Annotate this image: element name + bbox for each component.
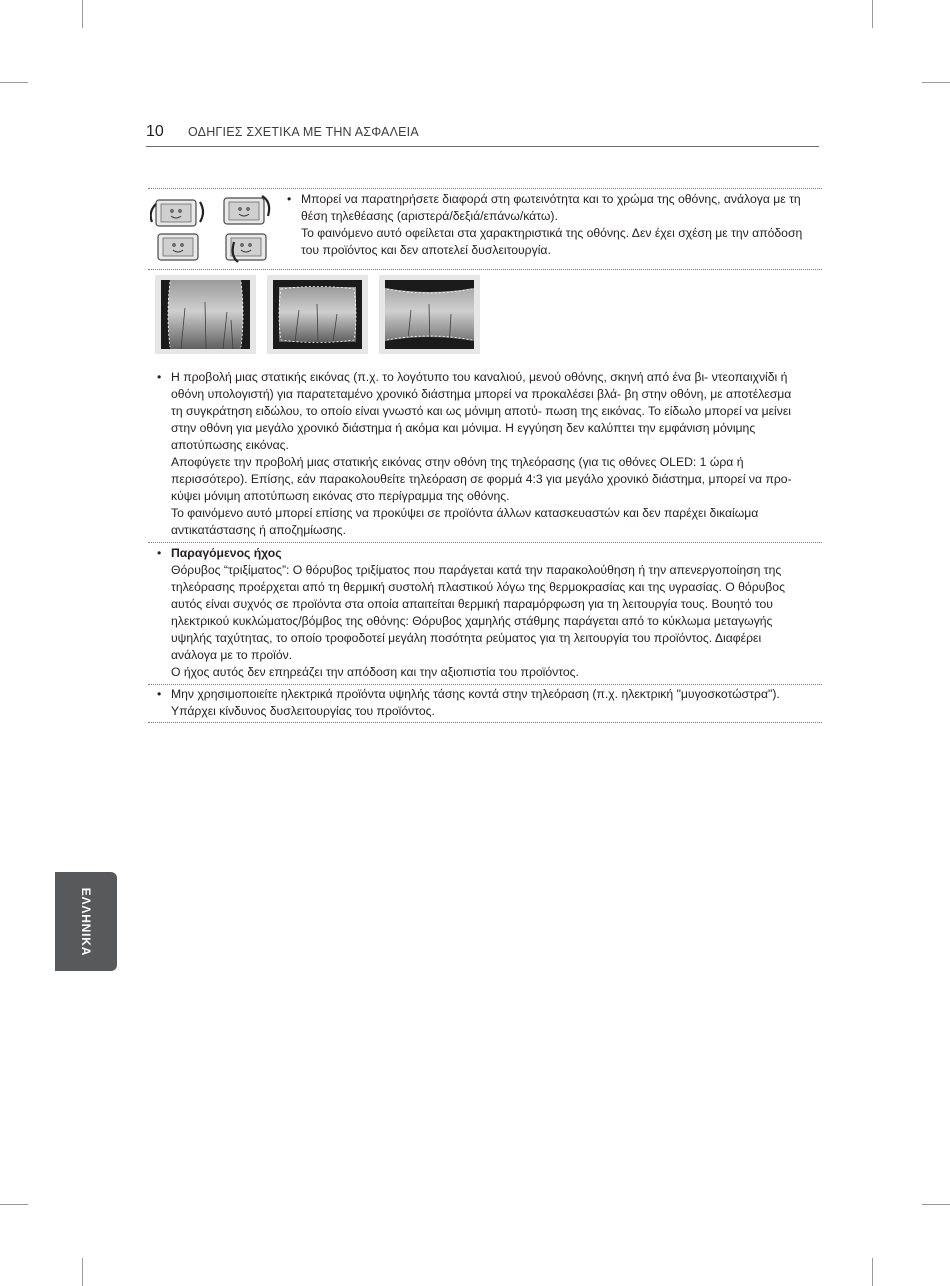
bullet-icon: •	[287, 192, 292, 206]
text-line: τη συγκράτηση ειδώλου, το οποίο είναι γνωστό και ως μόνιμη αποτύ- πωση της εικόνας. Το είδωλο μπορεί να μείνει	[171, 404, 791, 418]
text-line: ηλεκτρικού κυκλώματος/βόμβος της οθόνης: Θόρυβος χαμηλής στάθμης παράγεται από το κύκλωμα μεταγωγής	[171, 614, 773, 628]
text-line: Θόρυβος “τριξίματος”: Ο θόρυβος τριξίματος που παράγεται κατά την παρακολούθηση ή την απενεργοποίηση της	[171, 563, 782, 577]
separator	[148, 684, 822, 685]
text-line: οθόνη υπολογιστή) για παρατεταμένο χρονικό διάστημα μπορεί να προκαλέσει βλά- βη στην οθόνη, με αποτέλεσμα	[171, 387, 792, 401]
text-line: Το φαινόμενο αυτό μπορεί επίσης να προκύψει σε προϊόντα άλλων κατασκευαστών και δεν παρέχει δικαίωμα	[171, 506, 759, 520]
viewing-angle-notice	[287, 191, 802, 259]
image-retention-photo	[155, 275, 256, 354]
static-image-notice	[157, 369, 792, 539]
bullet-icon: •	[157, 687, 162, 701]
crop-mark	[82, 0, 83, 28]
language-label: ΕΛΛΗΝΙΚΑ	[79, 887, 93, 956]
crop-mark	[922, 1204, 950, 1205]
text-line: αυτός είναι συχνός σε προϊόντα στα οποία απαιτείται θερμική παραμόρφωση για τη λειτουργία τους. Βουητό του	[171, 597, 773, 611]
text-line: Υπάρχει κίνδυνος δυσλειτουργίας του προϊόντος.	[171, 704, 435, 718]
text-line: κύψει μόνιμη αποτύπωση εικόνας στο περίγραμμα της οθόνης.	[171, 489, 510, 503]
section-title: ΟΔΗΓΙΕΣ ΣΧΕΤΙΚΑ ΜΕ ΤΗΝ ΑΣΦΑΛΕΙΑ	[188, 125, 419, 139]
text-line: υψηλής ταχύτητας, το οποίο τροφοδοτεί μεγάλη ποσότητα ρεύματος για τη λειτουργία του προϊόντος. Διαφέρει	[171, 631, 762, 645]
crop-mark	[872, 1258, 873, 1286]
list-item	[287, 191, 802, 208]
separator	[148, 188, 822, 189]
page-header	[146, 122, 819, 147]
text-line: Το φαινόμενο αυτό οφείλεται στα χαρακτηριστικά της οθόνης. Δεν έχει σχέση με την απόδοση	[301, 226, 803, 240]
crop-mark	[872, 0, 873, 28]
text-line: Μην χρησιμοποιείτε ηλεκτρικά προϊόντα υψηλής τάσης κοντά στην τηλεόραση (π.χ. ηλεκτρική "μυγοσκοτώστρα").	[171, 687, 780, 701]
text-line: αποτύπωσης εικόνας.	[171, 438, 289, 452]
text-line: περισσότερο). Επίσης, εάν παρακολουθείτε τηλεόραση σε φορμά 4:3 για μεγάλο χρονικό διάστημα, μπορεί να προ-	[171, 472, 792, 486]
list-item	[157, 369, 792, 386]
image-retention-photo	[267, 275, 368, 354]
crop-mark	[0, 1204, 28, 1205]
separator	[148, 542, 822, 543]
list-item	[157, 686, 780, 703]
text-line: του προϊόντος και δεν αποτελεί δυσλειτουργία.	[301, 243, 551, 257]
text-line: αντικατάστασης ή αποζημίωσης.	[171, 523, 347, 537]
bullet-icon: •	[157, 370, 162, 384]
list-item	[157, 545, 785, 562]
text-line: ανάλογα με το προϊόν.	[171, 648, 293, 662]
bullet-icon: •	[157, 546, 162, 560]
high-voltage-notice	[157, 686, 780, 720]
separator	[148, 722, 822, 723]
text-line: στην οθόνη για μεγάλο χρονικό διάστημα ή ακόμα και μόνιμα. Η εγγύηση δεν καλύπτει την εμφάνιση μόνιμης	[171, 421, 756, 435]
image-retention-photo	[379, 275, 480, 354]
noise-heading: Παραγόμενος ήχος	[171, 546, 282, 560]
crop-mark	[82, 1258, 83, 1286]
crop-mark	[922, 82, 950, 83]
text-line: θέση τηλεθέασης (αριστερά/δεξιά/επάνω/κάτω).	[301, 209, 558, 223]
page-number: 10	[146, 123, 164, 140]
text-line: τηλεόρασης προέρχεται από τη θερμική συστολή πλαστικού λόγω της θερμοκρασίας και της υγρασίας. Ο θόρυβος	[171, 580, 785, 594]
text-line: Ο ήχος αυτός δεν επηρεάζει την απόδοση και την αξιοπιστία του προϊόντος.	[171, 665, 579, 679]
text-line: Μπορεί να παρατηρήσετε διαφορά στη φωτεινότητα και το χρώμα της οθόνης, ανάλογα με τη	[301, 192, 801, 206]
text-line: Αποφύγετε την προβολή μιας στατικής εικόνας στην οθόνη της τηλεόρασης (για τις οθόνες OLED: 1 ώρα ή	[171, 455, 744, 469]
text-line: Η προβολή μιας στατικής εικόνας (π.χ. το λογότυπο του καναλιού, μενού οθόνης, σκηνή από ένα βι- ντεοπαιχνίδι ή	[171, 370, 788, 384]
language-tab	[55, 872, 117, 971]
noise-notice	[157, 545, 785, 681]
crop-mark	[0, 82, 28, 83]
tv-viewing-angle-icon	[150, 192, 282, 264]
separator	[148, 269, 822, 270]
